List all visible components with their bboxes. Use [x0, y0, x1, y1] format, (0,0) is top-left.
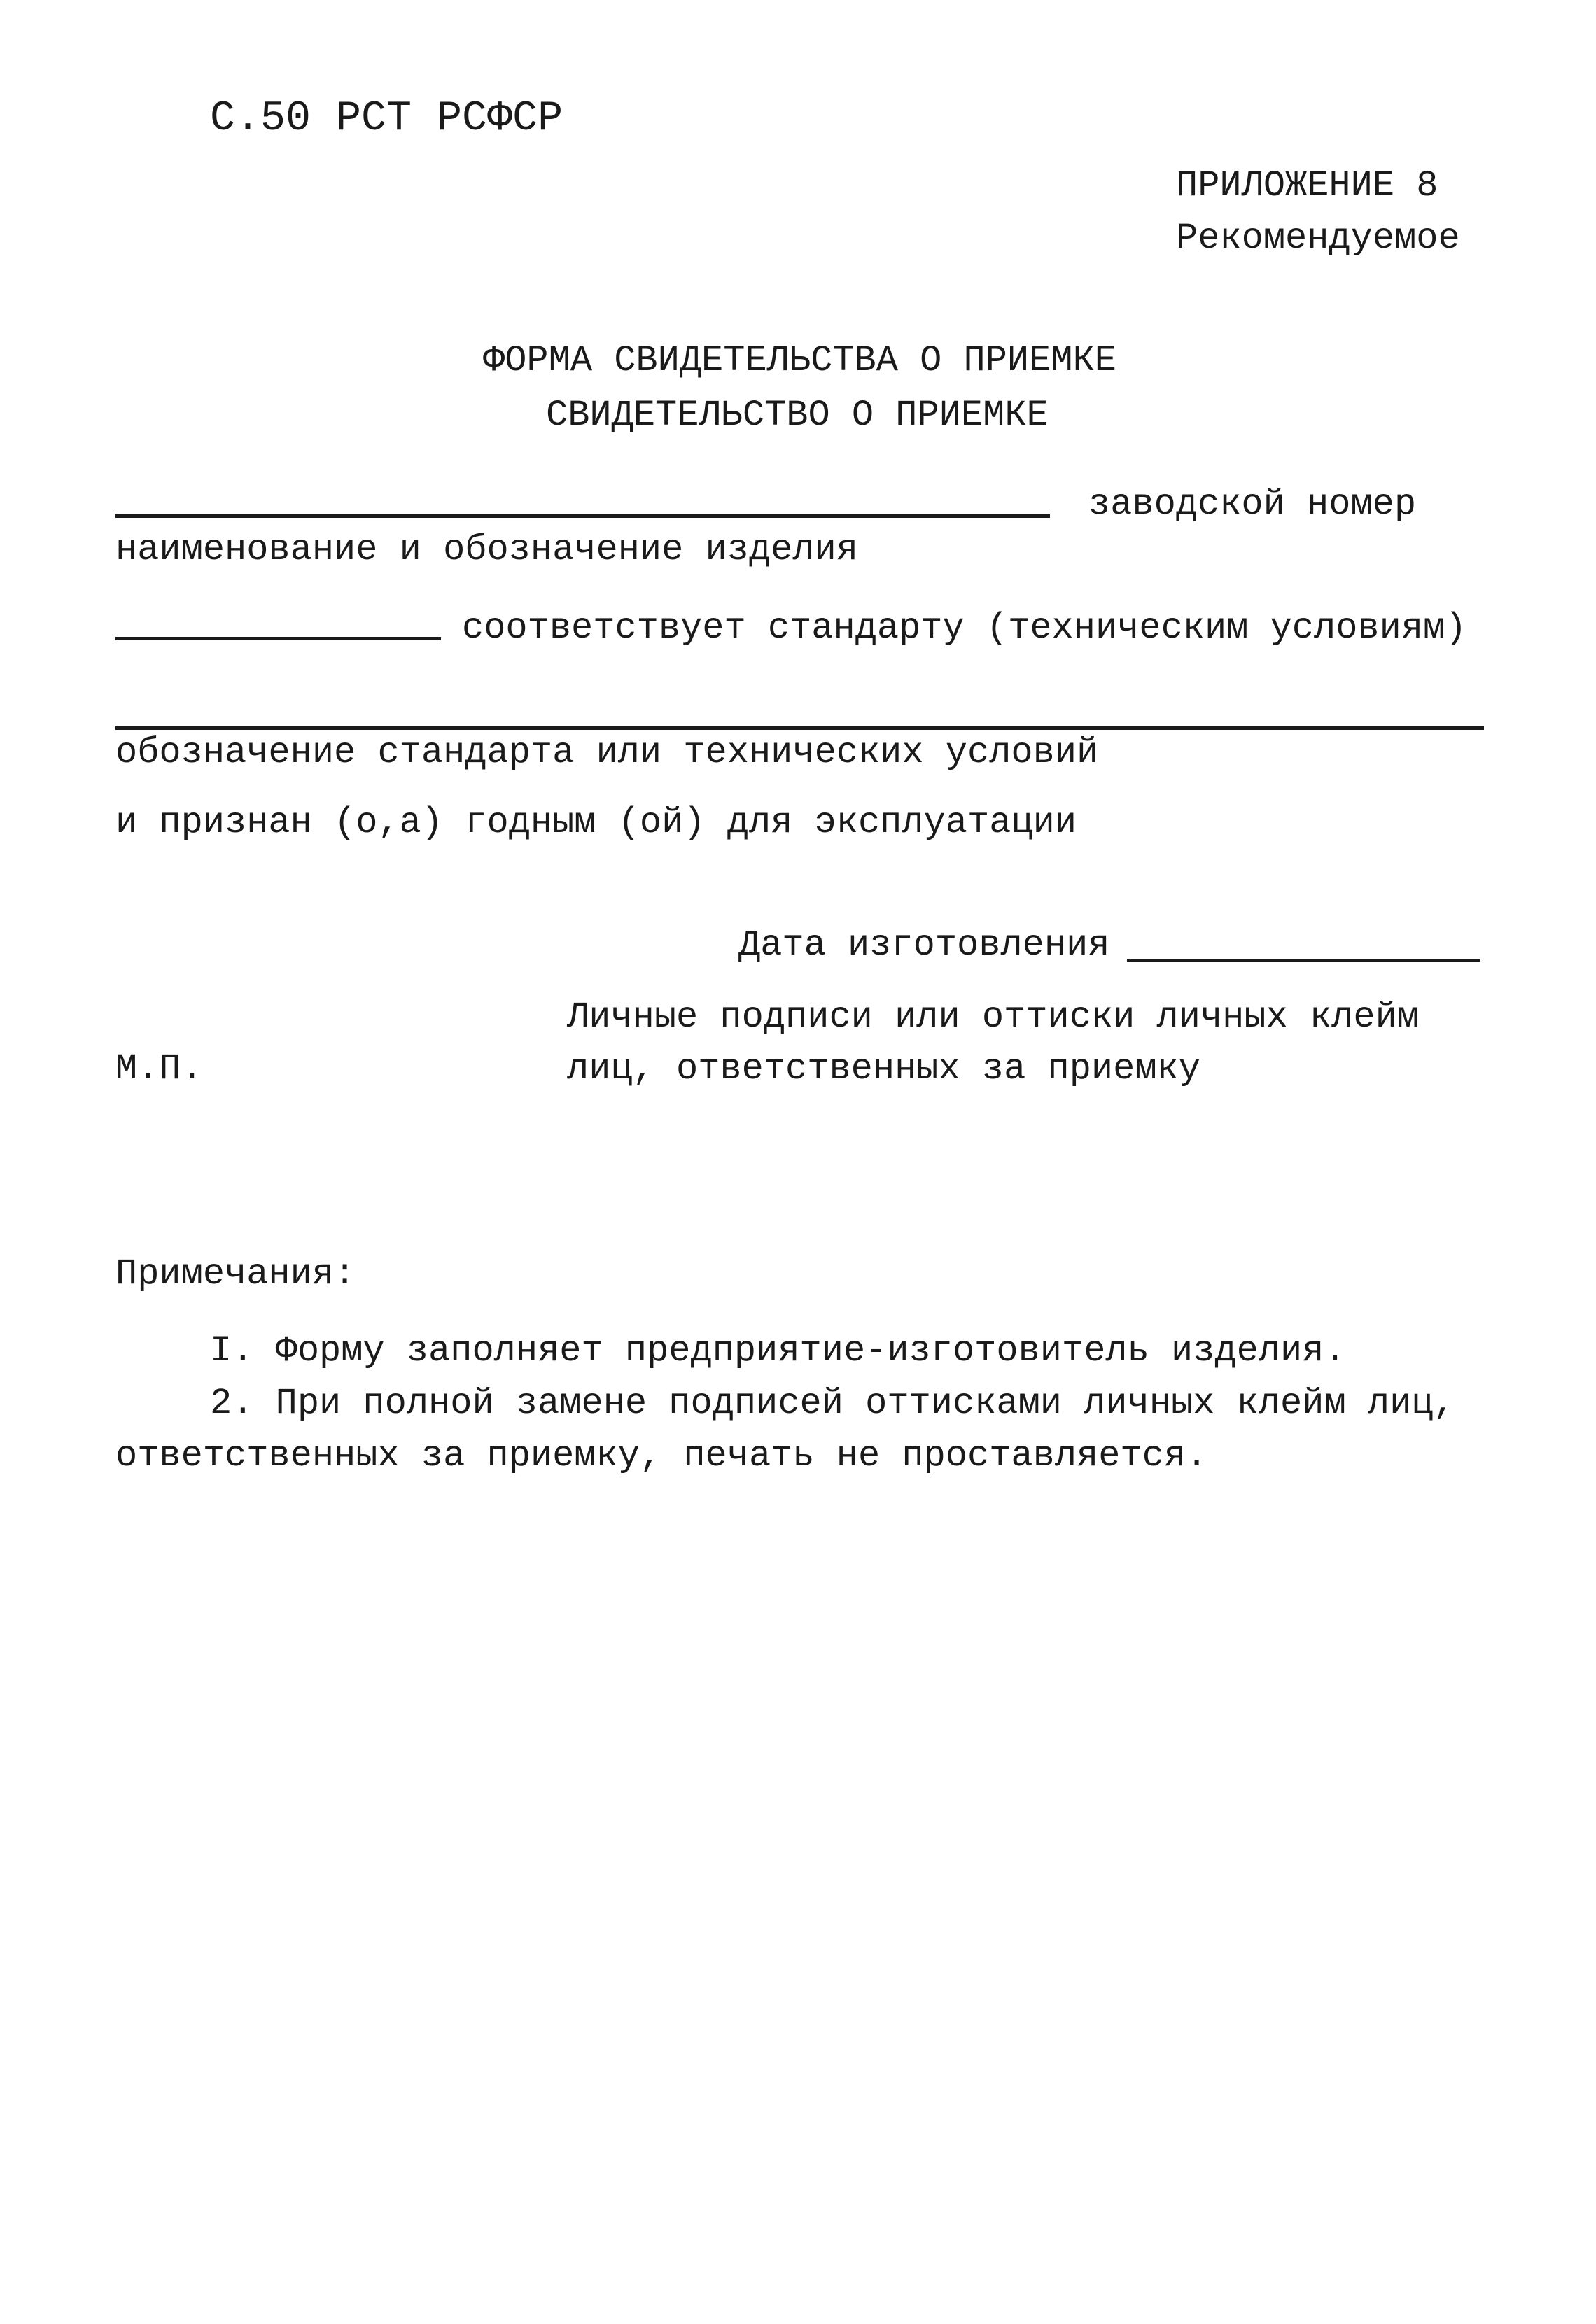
form-title: ФОРМА СВИДЕТЕЛЬСТВА О ПРИЕМКЕ	[483, 340, 1116, 381]
manufacture-date-label: Дата изготовления	[738, 924, 1110, 966]
manufacture-date-blank	[1127, 959, 1480, 962]
page-reference: С.50 РСТ РСФСР	[210, 95, 564, 143]
appendix-status: Рекомендуемое	[1176, 218, 1460, 259]
serial-number-label: заводской номер	[1088, 484, 1417, 525]
serial-value-blank	[115, 637, 441, 640]
note-item-1: I. Форму заполняет предприятие-изготовитель изделия.	[210, 1330, 1346, 1372]
certificate-title: СВИДЕТЕЛЬСТВО О ПРИЕМКЕ	[546, 395, 1049, 436]
conformity-text: соответствует стандарту (техническим условиям)	[462, 607, 1467, 649]
standard-designation-blank	[115, 726, 1484, 730]
product-name-caption: наименование и обозначение изделия	[115, 529, 858, 570]
appendix-number: ПРИЛОЖЕНИЕ 8	[1176, 165, 1438, 206]
note-item-2-line1: 2. При полной замене подписей оттисками личных клейм лиц,	[210, 1383, 1455, 1424]
standard-designation-caption: обозначение стандарта или технических условий	[115, 732, 1099, 773]
note-item-2-line2: ответственных за приемку, печать не проставляется.	[115, 1435, 1208, 1477]
signatures-label-line2: лиц, ответственных за приемку	[567, 1048, 1200, 1090]
acceptance-text: и признан (о,а) годным (ой) для эксплуатации	[115, 802, 1077, 843]
notes-heading: Примечания:	[115, 1253, 356, 1295]
stamp-place-label: М.П.	[115, 1048, 203, 1090]
product-name-blank	[115, 514, 1050, 518]
signatures-label-line1: Личные подписи или оттиски личных клейм	[567, 996, 1419, 1038]
